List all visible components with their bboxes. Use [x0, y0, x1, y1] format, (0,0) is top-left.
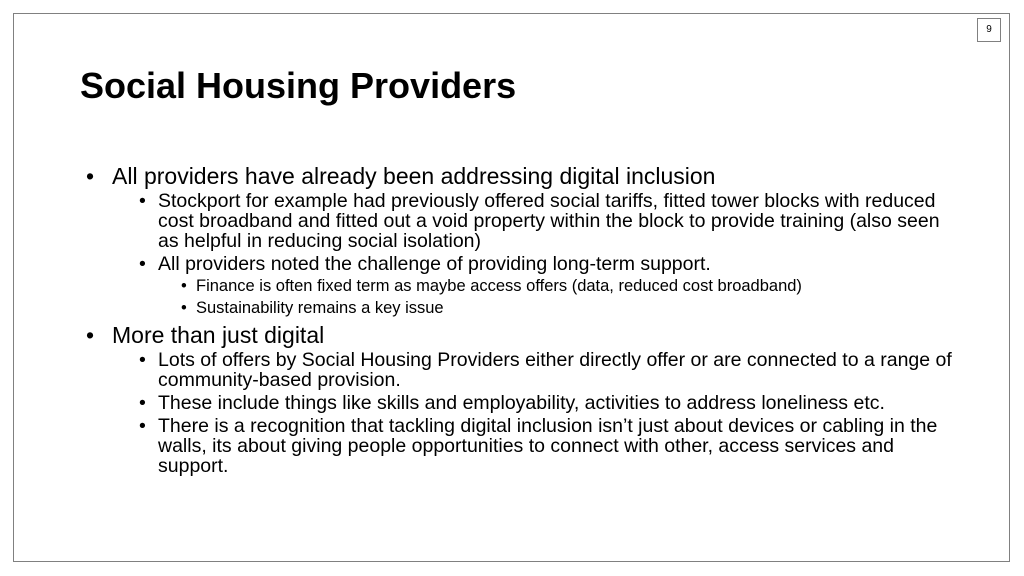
sub-bullet-text: All providers noted the challenge of providing long-term support.: [158, 253, 711, 275]
sub-sub-bullet-text: Finance is often fixed term as maybe access offers (data, reduced cost broadband): [196, 277, 802, 295]
sub-sub-bullet-item: [181, 276, 960, 296]
page-number: 9: [977, 18, 1001, 42]
sub-bullet-list: [112, 350, 960, 476]
sub-sub-bullet-list: [158, 276, 960, 318]
bullet-list: [80, 163, 960, 476]
sub-bullet-item: [137, 350, 960, 390]
slide-content: [80, 163, 960, 480]
sub-bullet-item: [137, 393, 960, 413]
sub-bullet-list: [112, 191, 960, 318]
sub-bullet-item: [137, 416, 960, 476]
sub-sub-bullet-text: Sustainability remains a key issue: [196, 299, 444, 317]
bullet-item: [80, 163, 960, 318]
slide-title: Social Housing Providers: [80, 65, 517, 106]
sub-bullet-text: These include things like skills and employability, activities to address loneliness etc.: [158, 392, 885, 414]
slide: [13, 13, 1010, 562]
sub-bullet-item: [137, 254, 960, 318]
sub-sub-bullet-item: [181, 298, 960, 318]
sub-bullet-text: There is a recognition that tackling digital inclusion isn’t just about devices or cabling in the walls, its about giving people opportunities to connect with other, access services and support.: [158, 415, 938, 477]
bullet-text: More than just digital: [112, 322, 325, 348]
bullet-item: [80, 322, 960, 476]
sub-bullet-item: [137, 191, 960, 251]
bullet-text: All providers have already been addressing digital inclusion: [112, 163, 716, 189]
sub-bullet-text: Stockport for example had previously offered social tariffs, fitted tower blocks with reduced cost broadband and fitted out a void property within the block to provide training (also seen as helpful in reducing social isolation): [158, 190, 940, 252]
sub-bullet-text: Lots of offers by Social Housing Providers either directly offer or are connected to a range of community-based provision.: [158, 349, 952, 391]
